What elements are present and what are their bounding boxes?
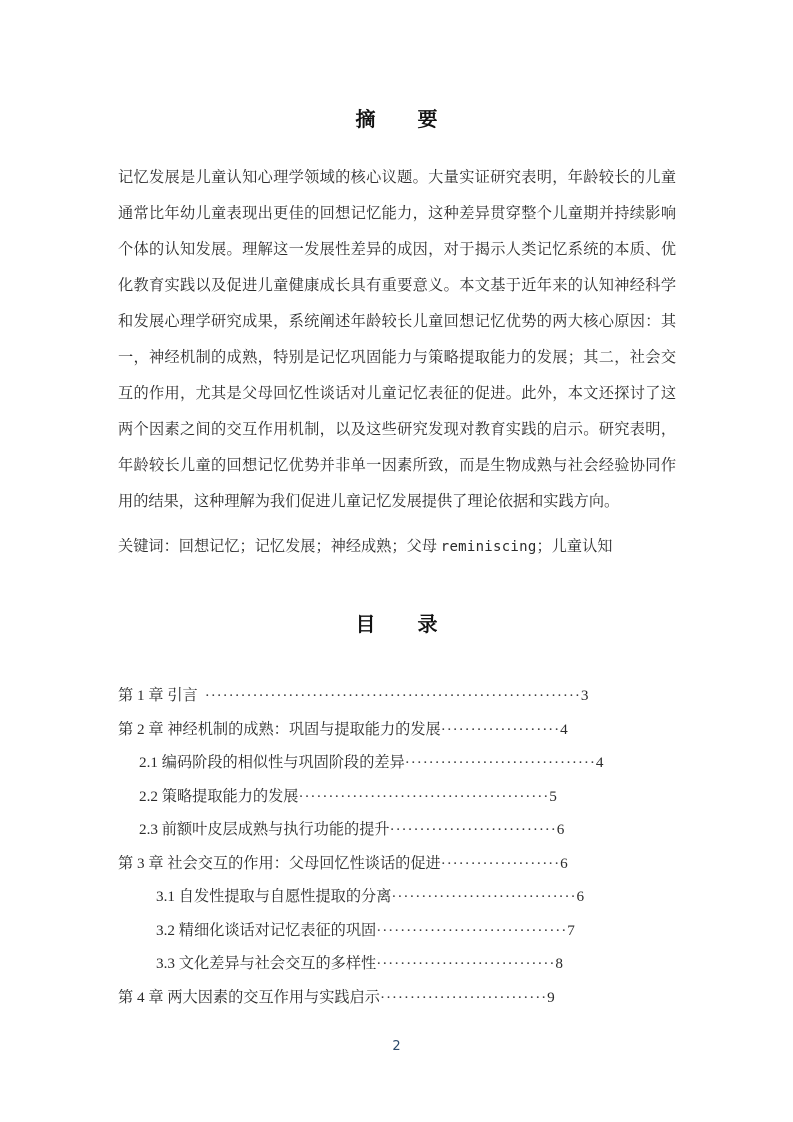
abstract-paragraph: 记忆发展是儿童认知心理学领域的核心议题。大量实证研究表明，年龄较长的儿童通常比年幼儿童表现出更佳的回想记忆能力，这种差异贯穿整个儿童期并持续影响个体的认知发展。理解这一发展性差异的成因，对于揭示人类记忆系统的本质、优化教育实践以及促进儿童健康成长具有重要意义。本文基于近年来的认知神经科学和发展心理学研究成果，系统阐述年龄较长儿童回想记忆优势的两大核心原因：其一，神经机制的成熟，特别是记忆巩固能力与策略提取能力的发展；其二，社会交互的作用，尤其是父母回忆性谈话对儿童记忆表征的促进。此外，本文还探讨了这两个因素之间的交互作用机制，以及这些研究发现对教育实践的启示。研究表明，年龄较长儿童的回想记忆优势并非单一因素所致，而是生物成熟与社会经验协同作用的结果，这种理解为我们促进儿童记忆发展提供了理论依据和实践方向。	[118, 169, 676, 510]
toc-entry-page: 6	[556, 821, 565, 838]
toc-entry-page: 7	[567, 921, 575, 939]
toc-leader-dots: ·······························································	[204, 687, 581, 704]
toc-leader-dots: ································	[376, 921, 568, 939]
toc-entry-title: 第 4 章 两大因素的交互作用与实践启示	[118, 988, 380, 1006]
abstract-heading: 摘 要	[355, 107, 449, 131]
abstract-body	[118, 160, 676, 520]
toc-entry-title: 第 2 章 神经机制的成熟：巩固与提取能力的发展	[118, 720, 441, 738]
toc-entry[interactable]	[118, 746, 678, 780]
toc-entry-page: 5	[549, 787, 557, 805]
toc-entry[interactable]	[118, 947, 678, 981]
toc-leader-dots: ····························	[389, 821, 557, 838]
keywords-list-before: 回想记忆；记忆发展；神经成熟；父母	[178, 538, 441, 555]
toc-leader-dots: ······························	[376, 955, 556, 972]
toc-entry-page: 6	[576, 888, 585, 905]
toc-entry-title: 3.3 文化差异与社会交互的多样性	[156, 955, 377, 972]
toc-entry[interactable]	[118, 780, 678, 814]
keywords-line	[118, 533, 676, 561]
toc-entry-title: 2.3 前额叶皮层成熟与执行功能的提升	[139, 821, 390, 838]
toc-entry[interactable]	[118, 813, 678, 847]
toc-leader-dots: ································	[404, 754, 596, 771]
toc-leader-dots: ····················	[440, 854, 561, 872]
toc-entry-title: 3.1 自发性提取与自愿性提取的分离	[156, 888, 392, 905]
toc-entry-page: 4	[595, 754, 604, 771]
table-of-contents	[118, 679, 678, 1014]
keywords-list-after: ；儿童认知	[536, 538, 613, 555]
toc-entry[interactable]	[118, 847, 678, 881]
keyword-reminiscing: reminiscing	[440, 539, 537, 555]
toc-entry-title: 2.2 策略提取能力的发展	[139, 787, 299, 805]
toc-entry-title: 3.2 精细化谈话对记忆表征的巩固	[156, 921, 377, 939]
toc-entry-page: 9	[547, 988, 555, 1006]
toc-entry-title: 2.1 编码阶段的相似性与巩固阶段的差异	[139, 754, 405, 771]
toc-entry-page: 8	[555, 955, 563, 972]
toc-entry-page: 4	[560, 720, 568, 738]
toc-entry[interactable]	[118, 880, 678, 914]
toc-leader-dots: ····························	[379, 988, 548, 1006]
page-number: 2	[392, 1039, 401, 1054]
toc-entry-page: 6	[560, 854, 568, 872]
toc-entry[interactable]	[118, 914, 678, 948]
toc-entry-title: 第 1 章 引言	[118, 687, 198, 704]
toc-leader-dots: ····················	[440, 720, 561, 738]
toc-leader-dots: ·······························	[391, 888, 577, 905]
table-of-contents-heading: 目 录	[355, 612, 449, 636]
toc-entry-title: 第 3 章 社会交互的作用：父母回忆性谈话的促进	[118, 854, 441, 872]
keywords-label: 关键词：	[118, 538, 179, 555]
toc-entry[interactable]	[118, 981, 678, 1015]
toc-entry-page: 3	[580, 687, 589, 704]
toc-entry[interactable]	[118, 713, 678, 747]
toc-leader-dots: ··········································	[298, 787, 550, 805]
toc-entry[interactable]	[118, 679, 678, 713]
